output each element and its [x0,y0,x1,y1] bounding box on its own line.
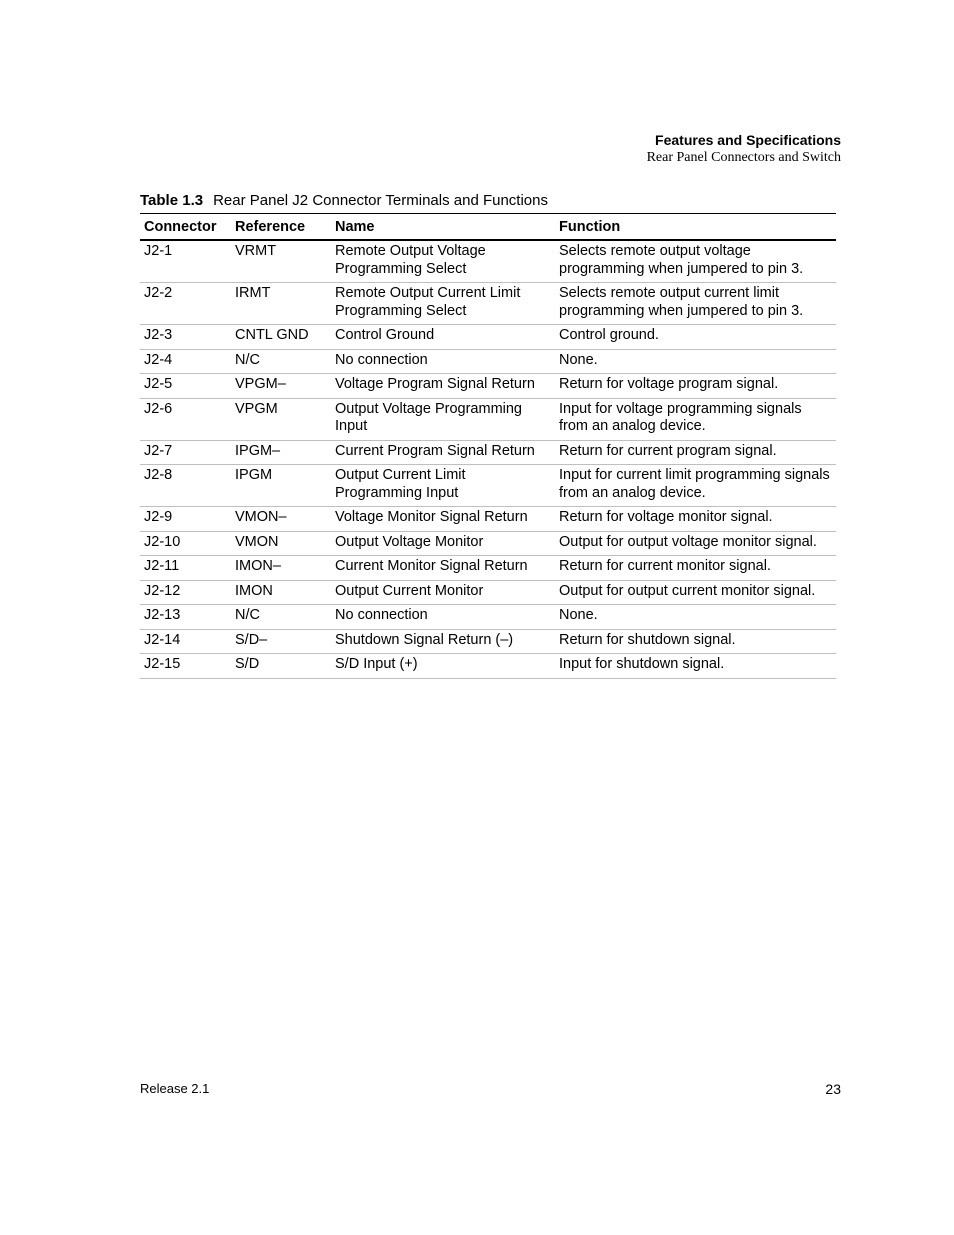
cell-function: None. [555,349,836,374]
cell-name: Current Program Signal Return [331,440,555,465]
table-row [140,283,836,325]
cell-reference: N/C [231,605,331,630]
table-body [140,240,836,678]
chapter-title: Features and Specifications [655,132,841,148]
cell-connector: J2-2 [140,283,231,325]
cell-connector: J2-11 [140,556,231,581]
cell-reference: IPGM [231,465,331,507]
cell-function: Return for current program signal. [555,440,836,465]
cell-function: Control ground. [555,325,836,350]
page-number: 23 [825,1081,841,1097]
cell-name: No connection [331,349,555,374]
table-row [140,629,836,654]
table-row [140,654,836,679]
cell-function: Output for output current monitor signal. [555,580,836,605]
connector-table [140,213,836,679]
table-row [140,556,836,581]
release-label: Release 2.1 [140,1081,210,1096]
table-row [140,374,836,399]
cell-function: Output for output voltage monitor signal. [555,531,836,556]
table-row [140,325,836,350]
cell-connector: J2-3 [140,325,231,350]
column-header-name: Name [331,214,555,241]
cell-connector: J2-1 [140,240,231,283]
column-header-function: Function [555,214,836,241]
column-header-connector: Connector [140,214,231,241]
connector-table-block [140,191,836,679]
cell-function: Input for current limit programming signals from an analog device. [555,465,836,507]
table-header-row [140,214,836,241]
cell-reference: IMON– [231,556,331,581]
cell-function: Selects remote output current limit programming when jumpered to pin 3. [555,283,836,325]
cell-connector: J2-15 [140,654,231,679]
cell-connector: J2-5 [140,374,231,399]
cell-reference: S/D– [231,629,331,654]
table-caption-label: Table 1.3 [140,192,204,209]
cell-connector: J2-6 [140,398,231,440]
cell-connector: J2-8 [140,465,231,507]
cell-reference: VPGM [231,398,331,440]
table-row [140,349,836,374]
cell-name: Voltage Program Signal Return [331,374,555,399]
cell-name: Shutdown Signal Return (–) [331,629,555,654]
cell-reference: IMON [231,580,331,605]
cell-connector: J2-14 [140,629,231,654]
cell-name: Control Ground [331,325,555,350]
table-caption-text: Rear Panel J2 Connector Terminals and Functions [213,192,548,209]
table-row [140,580,836,605]
table-caption [140,191,836,213]
table-row [140,440,836,465]
cell-function: Selects remote output voltage programming when jumpered to pin 3. [555,240,836,283]
table-header [140,214,836,241]
cell-name: Output Voltage Programming Input [331,398,555,440]
cell-connector: J2-4 [140,349,231,374]
table-row [140,398,836,440]
cell-name: Current Monitor Signal Return [331,556,555,581]
cell-reference: CNTL GND [231,325,331,350]
cell-name: Remote Output Voltage Programming Select [331,240,555,283]
cell-function: Return for shutdown signal. [555,629,836,654]
cell-reference: VPGM– [231,374,331,399]
cell-name: Voltage Monitor Signal Return [331,507,555,532]
cell-function: Return for voltage monitor signal. [555,507,836,532]
cell-reference: IRMT [231,283,331,325]
cell-reference: VMON– [231,507,331,532]
cell-function: Input for shutdown signal. [555,654,836,679]
cell-reference: VRMT [231,240,331,283]
table-row [140,465,836,507]
running-header [647,131,841,167]
cell-connector: J2-12 [140,580,231,605]
cell-function: Return for current monitor signal. [555,556,836,581]
cell-name: Output Current Monitor [331,580,555,605]
cell-name: Output Voltage Monitor [331,531,555,556]
table-row [140,605,836,630]
cell-reference: IPGM– [231,440,331,465]
cell-connector: J2-13 [140,605,231,630]
cell-reference: N/C [231,349,331,374]
section-title: Rear Panel Connectors and Switch [646,150,841,165]
cell-reference: VMON [231,531,331,556]
cell-connector: J2-10 [140,531,231,556]
cell-function: Return for voltage program signal. [555,374,836,399]
table-row [140,240,836,283]
cell-name: S/D Input (+) [331,654,555,679]
column-header-reference: Reference [231,214,331,241]
cell-name: Remote Output Current Limit Programming Select [331,283,555,325]
table-row [140,531,836,556]
cell-reference: S/D [231,654,331,679]
cell-function: None. [555,605,836,630]
cell-function: Input for voltage programming signals from an analog device. [555,398,836,440]
cell-connector: J2-9 [140,507,231,532]
cell-name: No connection [331,605,555,630]
cell-connector: J2-7 [140,440,231,465]
table-row [140,507,836,532]
cell-name: Output Current Limit Programming Input [331,465,555,507]
